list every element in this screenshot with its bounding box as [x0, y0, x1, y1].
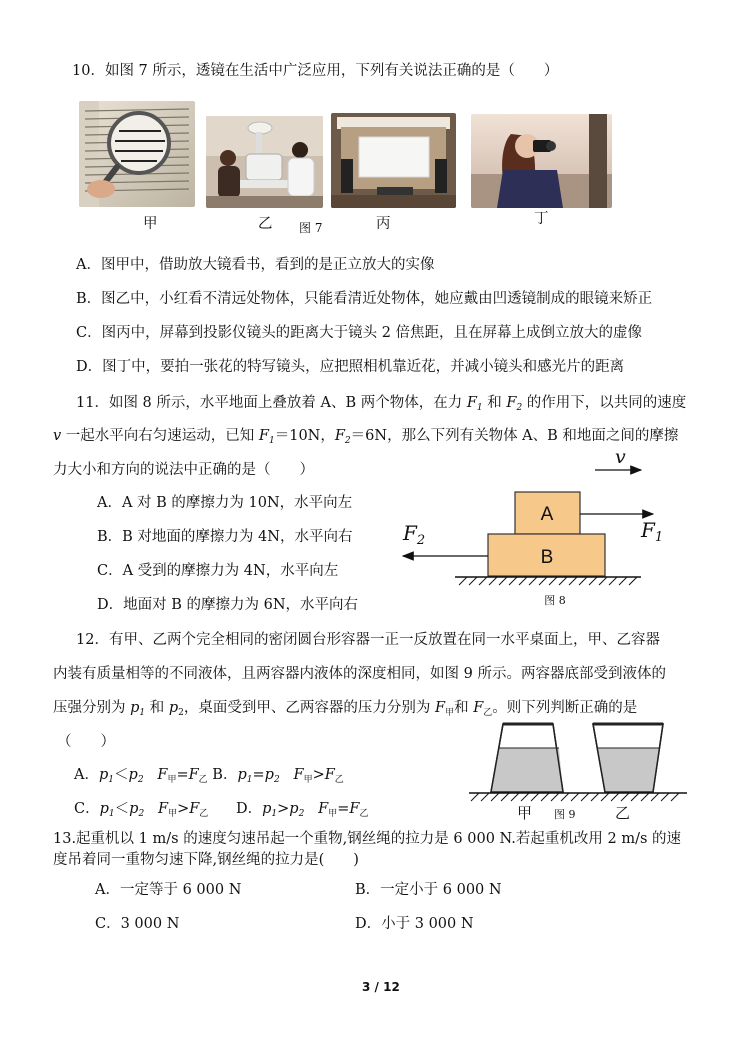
photo-camera-girl [471, 114, 612, 208]
q13-stem-line1: 13.起重机以 1 m/s 的速度匀速吊起一个重物,钢丝绳的拉力是 6 000 N.若起重机改用 2 m/s 的速 [53, 831, 682, 847]
force-f2-label: $F_2$ [403, 521, 426, 548]
page-number: 3 / 12 [362, 980, 400, 994]
label-yi: 乙 [258, 216, 273, 232]
q11-option-b: B．B 对地面的摩擦力为 4N，水平向右 [97, 529, 353, 545]
figure-9-containers-diagram [465, 718, 695, 824]
q13-stem-line2: 度吊着同一重物匀速下降,钢丝绳的拉力是( ) [53, 852, 359, 868]
figure-7-caption: 图 7 [299, 221, 323, 235]
table-hatch [471, 793, 679, 801]
q11-option-c: C．A 受到的摩擦力为 4N，水平向左 [97, 563, 339, 579]
q10-option-d: D．图丁中，要拍一张花的特写镜头，应把照相机靠近花，并减小镜头和感光片的距离 [76, 359, 625, 375]
q12-stem-line2: 内装有质量相等的不同液体，且两容器内液体的深度相同，如图 9 所示。两容器底部受到液体的 [53, 666, 666, 682]
q10-option-a: A．图甲中，借助放大镜看书，看到的是正立放大的实像 [76, 257, 435, 273]
q12-options-row2: C．$p_1<p_2$ $F_甲>F_乙$ D．$p_1>p_2$ $F_甲=F_乙$ [74, 801, 369, 819]
block-a-label: A [540, 504, 554, 525]
liquid-jia [491, 748, 563, 792]
q10-option-b: B．图乙中，小红看不清远处物体，只能看清近处物体，她应戴由凹透镜制成的眼镜来矫正 [76, 291, 653, 307]
q11-option-d: D．地面对 B 的摩擦力为 6N，水平向右 [97, 597, 359, 613]
q11-option-a: A．A 对 B 的摩擦力为 10N，水平向左 [97, 495, 353, 511]
q13-option-a: A．一定等于 6 000 N [95, 882, 242, 898]
liquid-yi [597, 748, 659, 792]
photo-magnifier-book [79, 101, 195, 207]
label-ding: 丁 [534, 211, 549, 227]
q10-option-c: C．图丙中，屏幕到投影仪镜头的距离大于镜头 2 倍焦距，且在屏幕上成倒立放大的虚像 [76, 325, 643, 341]
q13-option-d: D．小于 3 000 N [355, 916, 474, 932]
q12-stem-line1: 12．有甲、乙两个完全相同的密闭圆台形容器一正一反放置在同一水平桌面上，甲、乙容器 [76, 632, 660, 648]
figure-8-caption: 图 8 [544, 594, 566, 607]
q10-stem: 10．如图 7 所示，透镜在生活中广泛应用，下列有关说法正确的是（ ） [72, 63, 559, 79]
q13-option-c: C．3 000 N [95, 916, 180, 932]
q12-options-row1: A．$p_1<p_2$ $F_甲=F_乙$ B．$p_1=p_2$ $F_甲>F_乙$ [74, 767, 344, 785]
ground-hatch [459, 577, 637, 585]
q12-answer-paren: （ ） [57, 734, 115, 750]
q13-option-b: B．一定小于 6 000 N [355, 882, 502, 898]
label-jia: 甲 [143, 216, 158, 232]
q12-stem-line3: 压强分别为 $p_1$ 和 $p_2$，桌面受到甲、乙两容器的压力分别为 $F_甲$和 $F_乙$。则下列判断正确的是 [53, 700, 638, 718]
figure-9-label-jia: 甲 [517, 804, 533, 822]
figure-8-blocks-diagram [395, 440, 695, 625]
q11-stem-line3: 力大小和方向的说法中正确的是（ ） [53, 462, 314, 478]
velocity-label: v [615, 446, 626, 468]
q11-stem-line1: 11．如图 8 所示，水平地面上叠放着 A、B 两个物体，在力 $F_1$ 和 $F_2$ 的作用下，以共同的速度 [76, 395, 687, 413]
q11-stem-line2: v 一起水平向右匀速运动，已知 $F_1=10N$，$F_2=6N$，那么下列有关物体 A、B 和地面之间的摩擦 [53, 428, 679, 446]
force-f1-label: $F_1$ [641, 518, 664, 545]
figure-9-caption: 图 9 [554, 808, 576, 821]
photo-eye-exam [206, 116, 323, 208]
photo-projector-room [331, 113, 456, 208]
label-bing: 丙 [376, 216, 391, 232]
block-b-label: B [540, 547, 554, 568]
figure-9-label-yi: 乙 [615, 804, 631, 822]
